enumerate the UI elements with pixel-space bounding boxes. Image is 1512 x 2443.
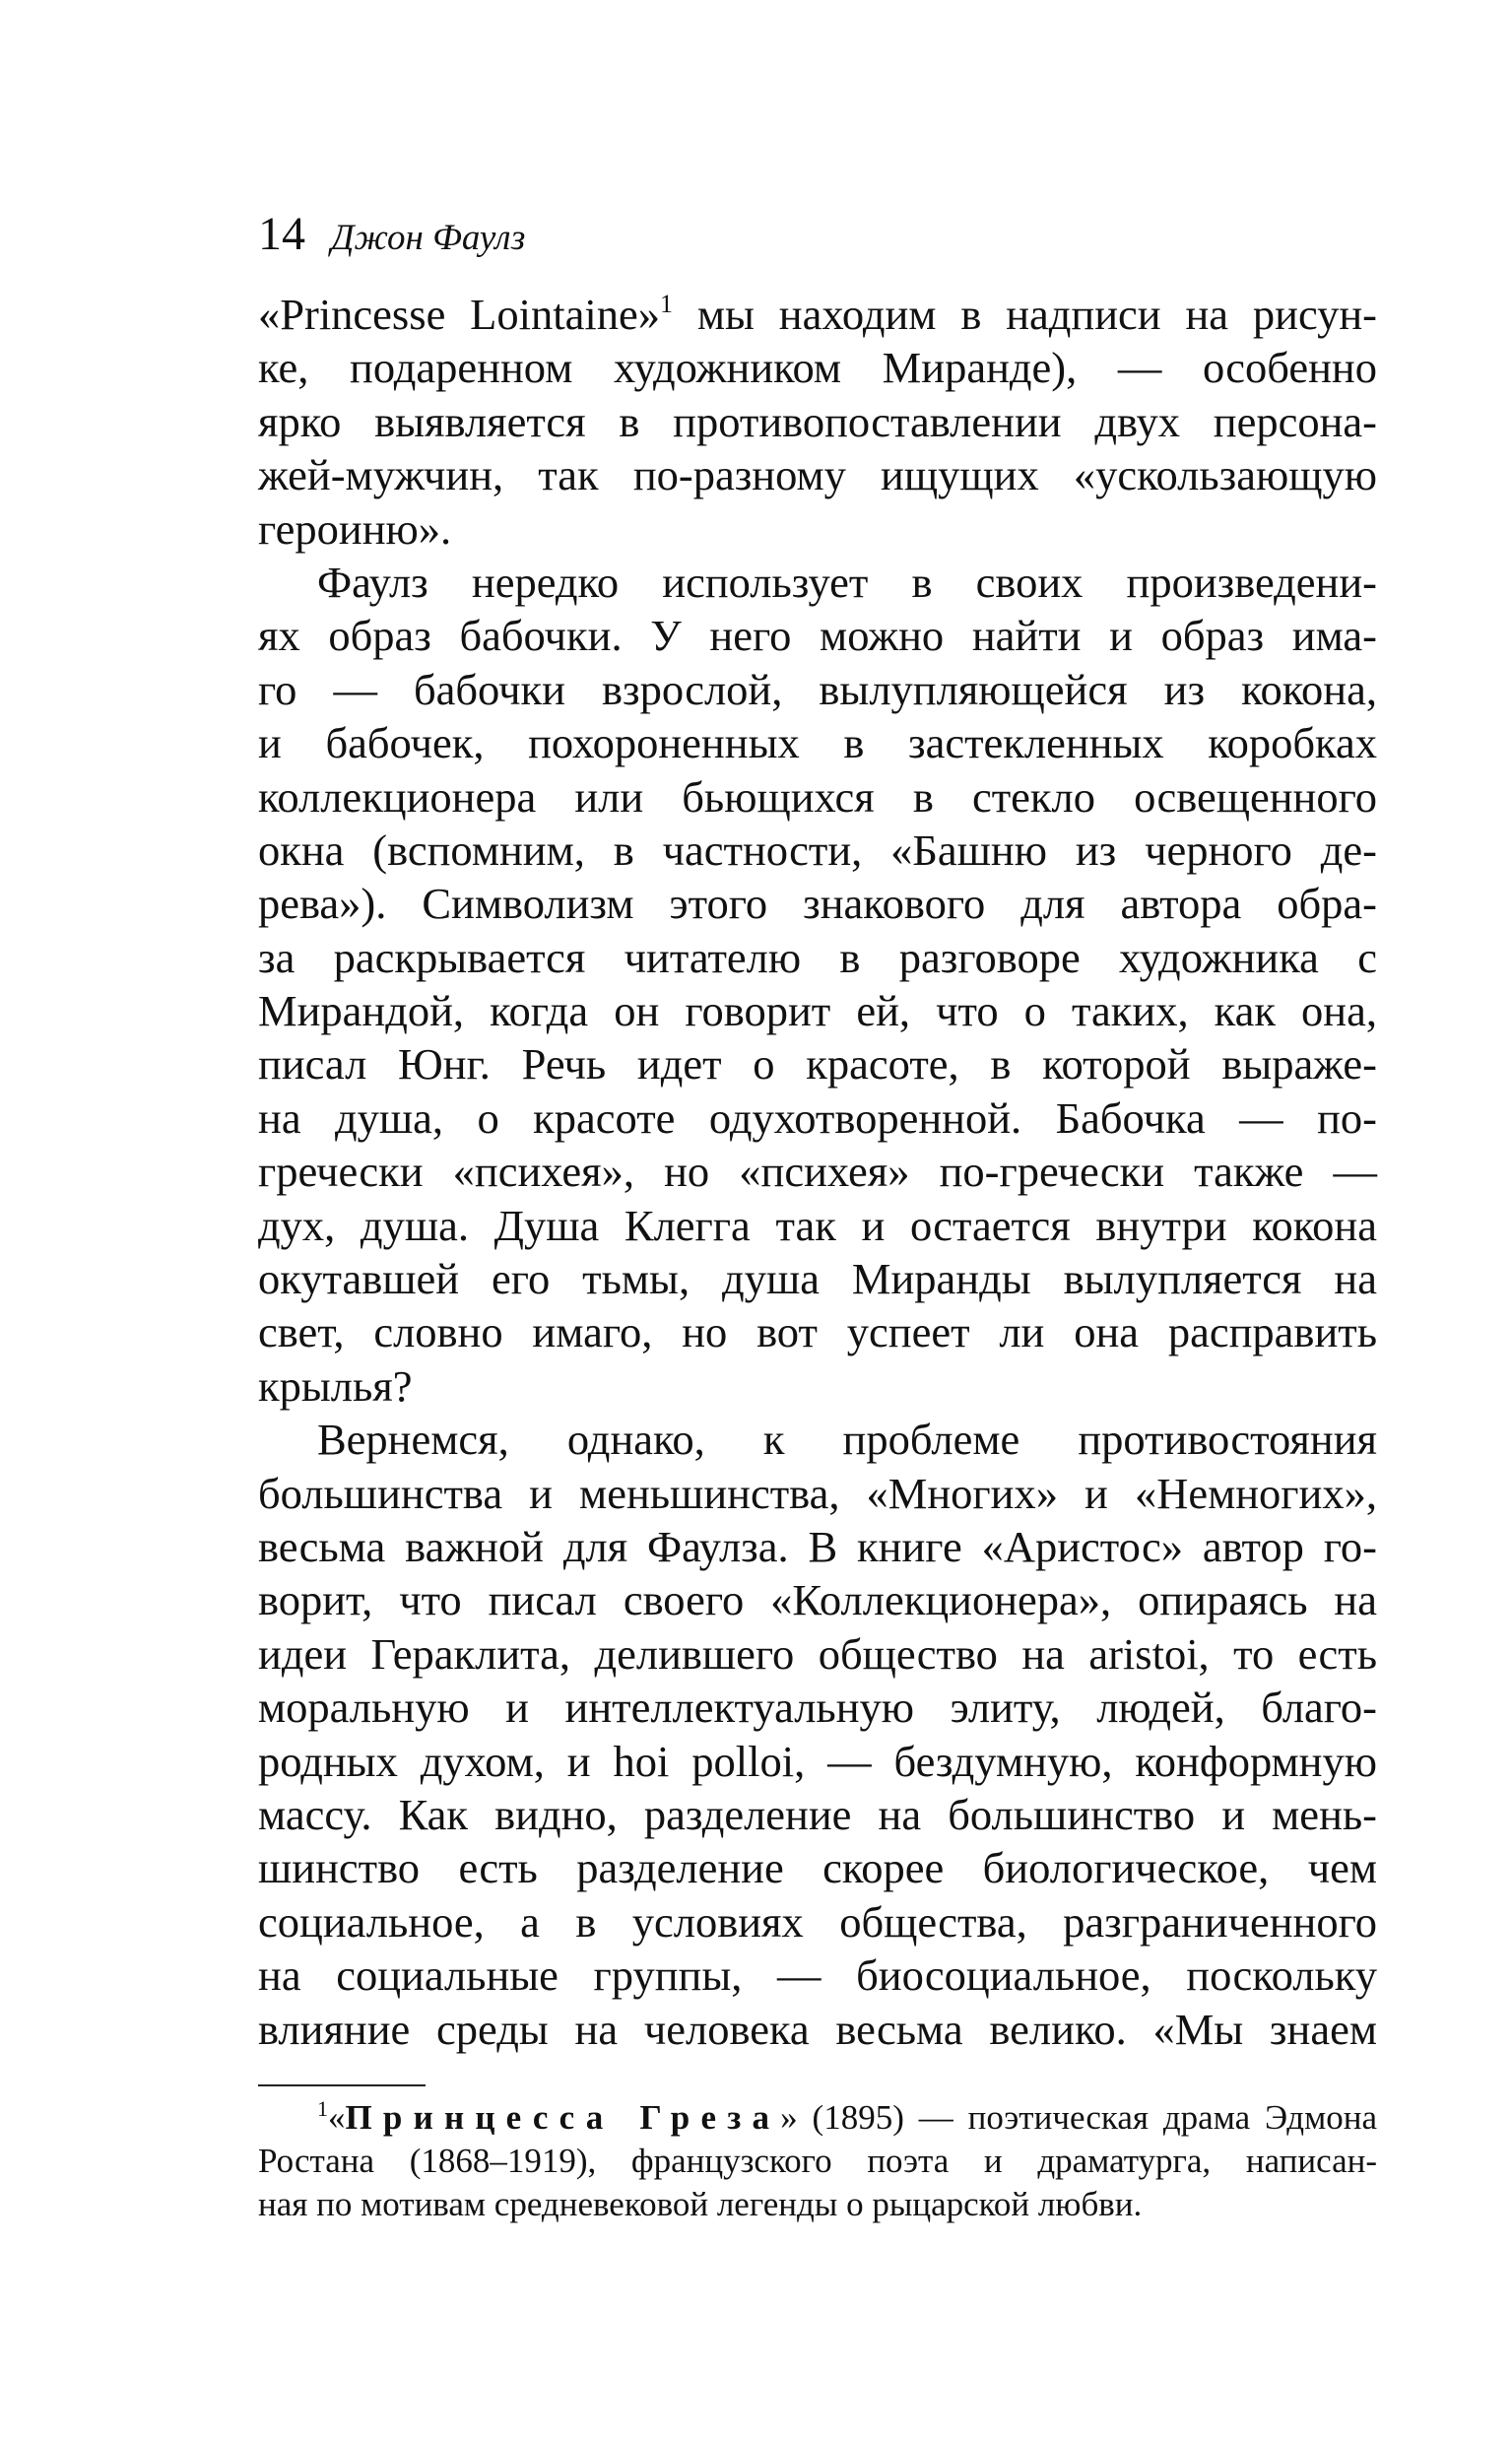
body-line: идеи Гераклита, делившего общество на aristoi, то есть — [258, 1628, 1377, 1679]
body-line: го — бабочки взрослой, вылупляющейся из кокона, — [258, 664, 1377, 714]
body-line: шинство есть разделение скорее биологическое, чем — [258, 1843, 1377, 1893]
running-head — [258, 205, 525, 264]
page-number: 14 — [258, 208, 305, 260]
body-line: гречески «психея», но «психея» по-гречески также — — [258, 1147, 1377, 1197]
body-line: и бабочек, похороненных в застекленных коробках — [258, 718, 1377, 768]
body-line: на социальные группы, — биосоциальное, поскольку — [258, 1950, 1377, 2001]
footnote-divider — [258, 2084, 426, 2086]
body-line: родных духом, и hoi polloi, — бездумную, конформную — [258, 1736, 1377, 1786]
body-line: крылья? — [258, 1360, 413, 1411]
body-line: ворит, что писал своего «Коллекционера», опираясь на — [258, 1575, 1377, 1625]
body-line: ке, подаренном художником Миранде), — особенно — [258, 343, 1377, 393]
footnote-reference[interactable]: 1 — [659, 290, 673, 318]
body-line: героиню». — [258, 503, 452, 554]
body-line — [258, 288, 1377, 341]
body-line: на душа, о красоте одухотворенной. Бабочка — по- — [258, 1092, 1377, 1143]
footnote-text: » (1895) — поэтическая драма Эдмона — [780, 2098, 1377, 2137]
footnote — [258, 2096, 1377, 2226]
body-line: рева»). Символизм этого знакового для автора обра- — [258, 879, 1377, 929]
running-author: Джон Фаулз — [331, 218, 526, 258]
body-line: моральную и интеллектуальную элиту, людей, благо- — [258, 1683, 1377, 1733]
body-line: массу. Как видно, разделение на большинство и мень- — [258, 1789, 1377, 1839]
body-line: за раскрывается читателю в разговоре художника с — [258, 932, 1377, 982]
body-line: Мирандой, когда он говорит ей, что о таких, как она, — [258, 986, 1377, 1036]
body-line-text: «Princesse Lointaine» — [258, 290, 660, 339]
body-line: весьма важной для Фаулза. В книге «Аристос» автор го- — [258, 1521, 1377, 1571]
body-line: социальное, а в условиях общества, разграниченного — [258, 1896, 1377, 1947]
body-line: ярко выявляется в противопоставлении двух персона- — [258, 396, 1377, 446]
body-line: большинства и меньшинства, «Многих» и «Немногих», — [258, 1468, 1377, 1518]
body-line: коллекционера или бьющихся в стекло освещенного — [258, 771, 1377, 822]
body-line: Вернемся, однако, к проблеме противостояния — [317, 1415, 1377, 1465]
body-line: окутавшей его тьмы, душа Миранды вылупляется на — [258, 1254, 1377, 1304]
body-line: влияние среды на человека весьма велико. «Мы знаем — [258, 2004, 1377, 2054]
body-line: жей-мужчин, так по-разному ищущих «ускользающую — [258, 450, 1377, 500]
body-line: писал Юнг. Речь идет о красоте, в которой выраже- — [258, 1039, 1377, 1089]
body-line: дух, душа. Душа Клегга так и остается внутри кокона — [258, 1200, 1377, 1250]
body-line: окна (вспомним, в частности, «Башню из черного де- — [258, 825, 1377, 875]
footnote-text: « — [328, 2098, 346, 2137]
body-line: свет, словно имаго, но вот успеет ли она расправить — [258, 1307, 1377, 1357]
body-line: Фаулз нередко использует в своих произведени- — [317, 557, 1377, 607]
footnote-line: Ростана (1868–1919), французского поэта и драматурга, написан- — [258, 2142, 1377, 2180]
footnote-line: ная по мотивам средневековой легенды о рыцарской любви. — [258, 2185, 1143, 2223]
body-text — [258, 288, 1377, 2056]
body-line: ях образ бабочки. У него можно найти и образ има- — [258, 611, 1377, 661]
footnote-title: Принцесса Греза — [345, 2098, 781, 2137]
footnote-marker: 1 — [317, 2096, 328, 2121]
footnote-line — [258, 2096, 1377, 2140]
body-line-text: мы находим в надписи на рисун- — [672, 290, 1377, 339]
